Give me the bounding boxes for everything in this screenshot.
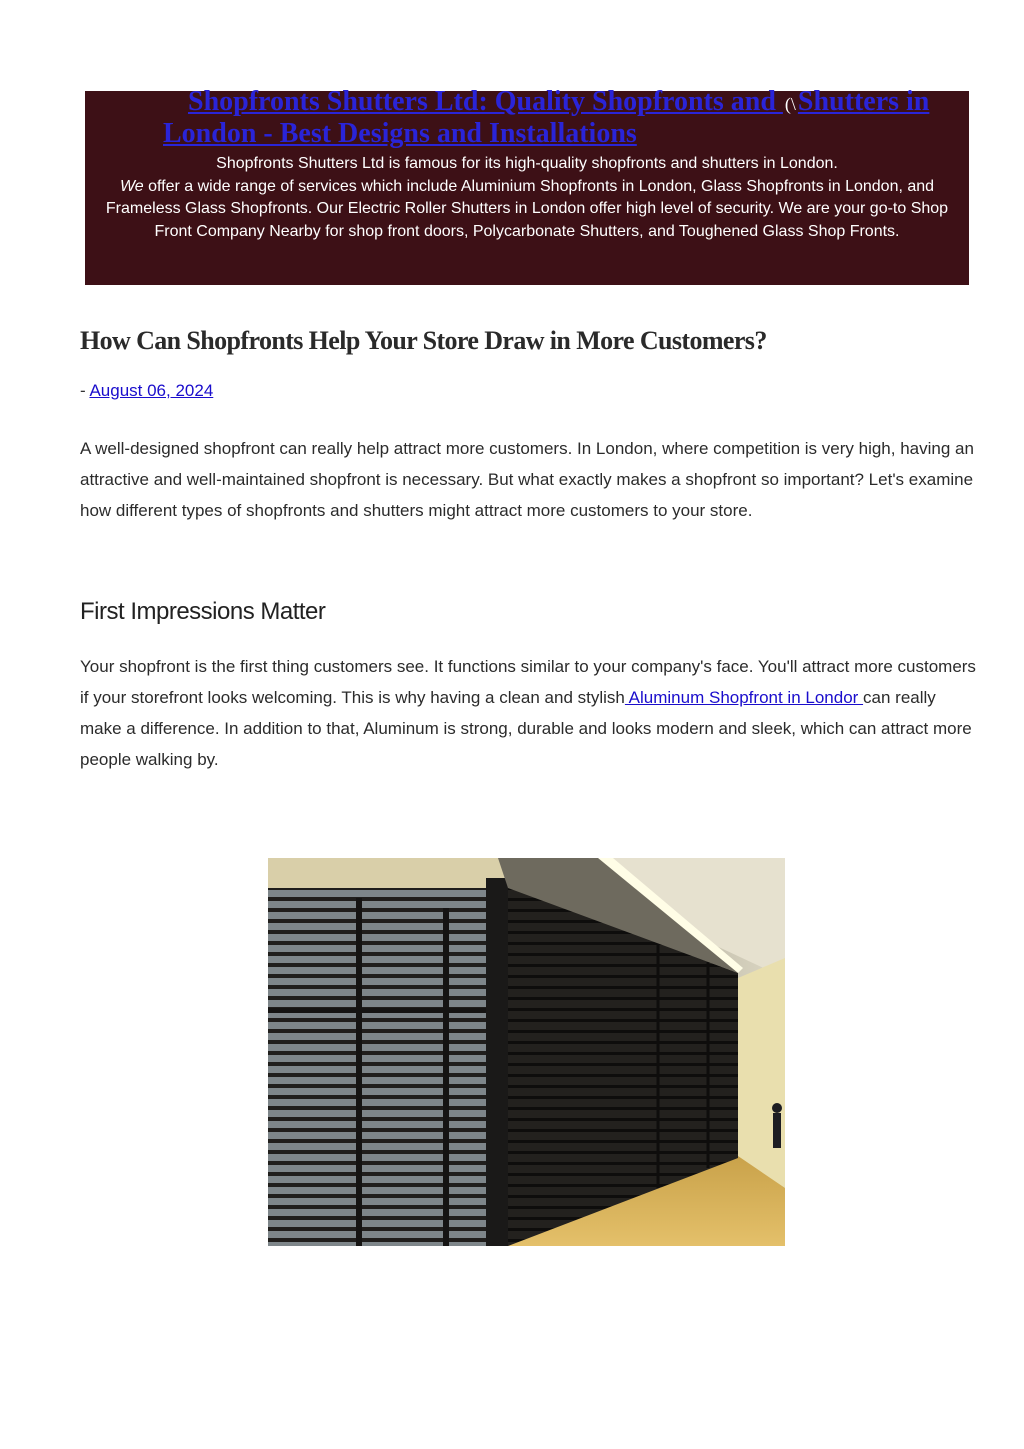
blog-title-link[interactable]: Shopfronts Shutters Ltd: Quality Shopfronts and bbox=[188, 86, 783, 117]
aluminum-shopfront-link[interactable]: Aluminum Shopfront in Londor bbox=[624, 688, 864, 707]
post-date-link[interactable]: August 06, 2024 bbox=[89, 381, 214, 400]
section-text-after: can really make a difference. In addition to that, Aluminum is strong, durable and looks modern and sleek, which can attract more people walking by. bbox=[80, 688, 972, 769]
section-paragraph bbox=[80, 651, 980, 775]
header-banner bbox=[85, 86, 969, 285]
desc-we: We bbox=[119, 177, 144, 195]
intro-paragraph: A well-designed shopfront can really help attract more customers. In London, where competition is very high, having an attractive and well-maintained shopfront is necessary. But what exactly makes a shopfront so important? Let's examine how different types of shopfronts and shutters might attract more customers to your store. bbox=[80, 439, 974, 520]
date-prefix: - bbox=[80, 381, 90, 400]
blog-title-link-2[interactable]: Shutters in London - Best Designs and Installations bbox=[163, 86, 930, 149]
section-heading: First Impressions Matter bbox=[80, 598, 326, 625]
section-text-before: Your shopfront is the first thing customers see. It functions similar to your company's face. You'll attract more customers if your storefront looks welcoming. This is why having a clean and stylish bbox=[80, 657, 976, 707]
roller-shutters-photo bbox=[268, 858, 785, 1246]
blog-description bbox=[95, 153, 959, 243]
post-date-line bbox=[80, 381, 213, 401]
blog-title bbox=[163, 87, 969, 149]
post-title: How Can Shopfronts Help Your Store Draw in More Customers? bbox=[80, 326, 767, 355]
desc-rest: offer a wide range of services which include Aluminium Shopfronts in London, Glass Shopfronts in London, and Frameless Glass Shopfronts. Our Electric Roller Shutters in London offer high level of security. We are your go-to Shop Front Company Nearby for shop front doors, Polycarbonate Shutters, and Toughened Glass Shop Fronts. bbox=[105, 177, 949, 240]
desc-line1: Shopfronts Shutters Ltd is famous for its high-quality shopfronts and shutters in London. bbox=[216, 155, 838, 172]
title-stray-mark: (\ bbox=[784, 94, 796, 114]
photo-illustration bbox=[268, 858, 785, 1246]
